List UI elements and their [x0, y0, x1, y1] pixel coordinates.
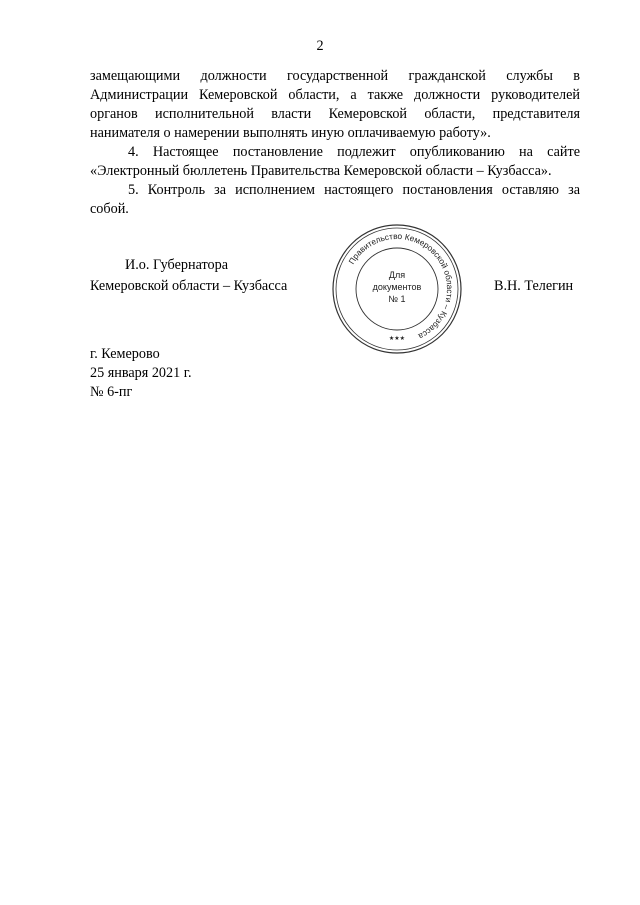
seal-center-line-2: документов [372, 282, 422, 292]
official-seal [330, 222, 464, 356]
paragraph-4-line-2: «Электронный бюллетень Правительства Кемеровской области – Кузбасса». [90, 163, 552, 179]
body-line-1: замещающими должности государственной гражданской службы в [90, 68, 580, 84]
document-number: № 6-пг [90, 384, 133, 400]
seal-center-line-1: Для [388, 270, 406, 280]
paragraph-4-line-1: 4. Настоящее постановление подлежит опубликованию на сайте [128, 144, 580, 160]
paragraph-5-line-2: собой. [90, 201, 129, 217]
signatory-organization: Кемеровской области – Кузбасса [90, 278, 288, 294]
place-city: г. Кемерово [90, 346, 160, 362]
document-date: 25 января 2021 г. [90, 365, 192, 381]
page-number: 2 [316, 38, 324, 54]
seal-star-marks: ★★★ [388, 336, 406, 342]
body-line-3: органов исполнительной власти Кемеровской области, представителя [90, 106, 580, 122]
body-line-4: нанимателя о намерении выполнять иную оплачиваемую работу». [90, 125, 491, 141]
signatory-title: И.о. Губернатора [125, 257, 228, 273]
seal-ring-text: Правительство Кемеровской области – Кузбасса [346, 230, 456, 342]
paragraph-5-line-1: 5. Контроль за исполнением настоящего постановления оставляю за [128, 182, 580, 198]
seal-center-line-3: № 1 [388, 294, 406, 304]
body-line-2: Администрации Кемеровской области, а также должности руководителей [90, 87, 580, 103]
signatory-name: В.Н. Телегин [494, 278, 574, 294]
